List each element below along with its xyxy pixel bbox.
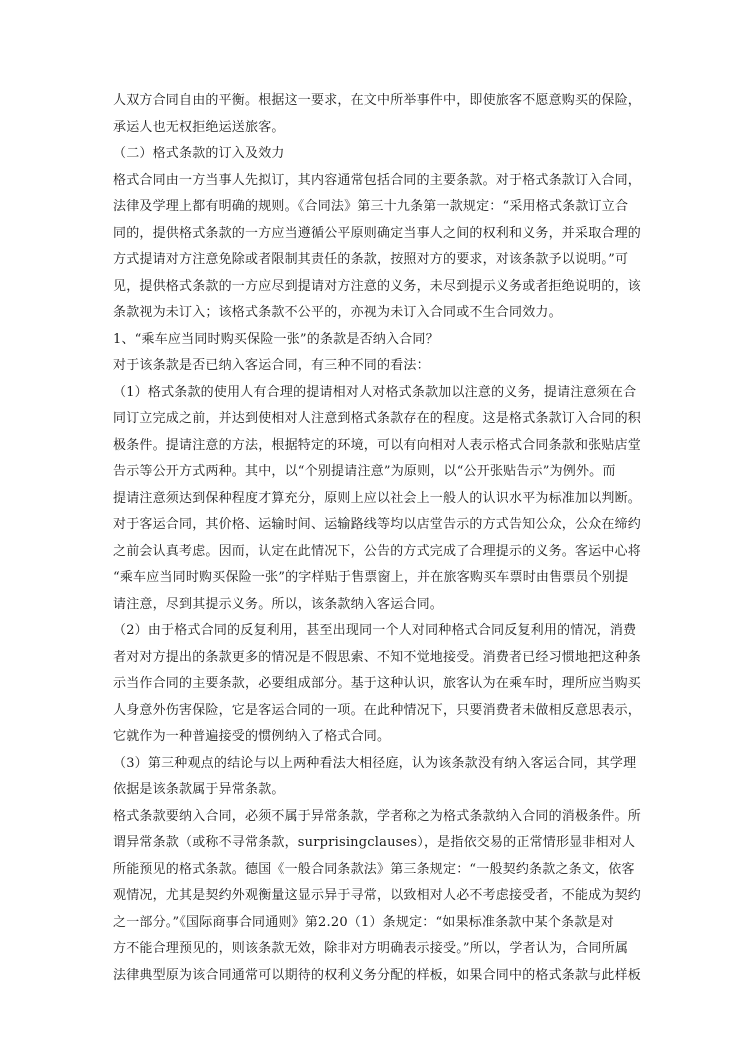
text-line: 它就作为一种普遍接受的惯例纳入了格式合同。 — [113, 729, 391, 744]
text-line: “乘车应当同时购买保险一张”的字样贴于售票窗上，并在旅客购买车票时由售票员个别提 — [113, 570, 629, 585]
text-line: 之一部分。”《国际商事合同通则》第2.20（1）条规定：“如果标准条款中某个条款是对 — [113, 914, 614, 930]
text-line: 格式条款要纳入合同，必须不属于异常条款，学者称之为格式条款纳入合同的消极条件。所 — [113, 808, 642, 824]
text-line: 法律及学理上都有明确的规则。《合同法》第三十九条第一款规定：“采用格式条款订立合 — [113, 199, 629, 214]
text-line: 承运人也无权拒绝运送旅客。 — [113, 119, 285, 135]
text-line: 格式合同由一方当事人先拟订，其内容通常包括合同的主要条款。对于格式条款订入合同， — [113, 172, 642, 188]
text-line: 观情况，尤其是契约外观衡量这显示异于寻常，以致相对人必不考虑接受者，不能成为契约 — [113, 888, 642, 903]
text-line: 对于该条款是否已纳入客运合同，有三种不同的看法： — [113, 358, 430, 373]
text-line: 示当作合同的主要条款，必要组成部分。基于这种认识，旅客认为在乘车时，理所应当购买 — [113, 676, 642, 691]
text-line: （1）格式条款的使用人有合理的提请相对人对格式条款加以注意的义务，提请注意须在合 — [113, 384, 637, 400]
text-line: 人身意外伤害保险，它是客运合同的一项。在此种情况下，只要消费者未做相反意思表示， — [113, 702, 642, 718]
text-line: 极条件。提请注意的方法，根据特定的环境，可以有向相对人表示格式合同条款和张贴店堂 — [113, 437, 642, 453]
text-line: 方不能合理预见的，则该条款无效，除非对方明确表示接受。”所以，学者认为，合同所属 — [113, 941, 629, 956]
text-line: （3）第三种观点的结论与以上两种看法大相径庭，认为该条款没有纳入客运合同，其学理 — [113, 755, 637, 771]
text-line: 法律典型原为该合同通常可以期待的权利义务分配的样板，如果合同中的格式条款与此样板 — [113, 967, 642, 983]
text-line: 依据是该条款属于异常条款。 — [113, 782, 285, 797]
text-line: 同订立完成之前，并达到使相对人注意到格式条款存在的程度。这是格式条款订入合同的积 — [113, 411, 642, 426]
text-line: 提请注意须达到保种程度才算充分，原则上应以社会上一般人的认识水平为标准加以判断。 — [113, 490, 642, 506]
text-line: （2）由于格式合同的反复利用，甚至出现同一个人对同种格式合同反复利用的情况，消费 — [113, 623, 637, 638]
text-line: 告示等公开方式两种。其中，以“个别提请注意”为原则，以“公开张贴告示”为例外。而 — [113, 464, 616, 479]
text-line: 方式提请对方注意免除或者限制其责任的条款，按照对方的要求，对该条款予以说明。”可 — [113, 252, 629, 267]
text-line: 者对对方提出的条款更多的情况是不假思索、不知不觉地接受。消费者已经习惯地把这种条 — [113, 649, 642, 665]
document-body — [113, 88, 642, 989]
text-line: 人双方合同自由的平衡。根据这一要求，在文中所举事件中，即使旅客不愿意购买的保险， — [113, 93, 642, 108]
text-line: 之前会认真考虑。因而，认定在此情况下，公告的方式完成了合理提示的义务。客运中心将 — [113, 543, 642, 559]
section-heading: （二）格式条款的订入及效力 — [113, 146, 285, 161]
subsection-heading: 1、“乘车应当同时购买保险一张”的条款是否纳入合同？ — [113, 331, 439, 347]
text-line: 对于客运合同，其价格、运输时间、运输路线等均以店堂告示的方式告知公众，公众在缔约 — [113, 517, 642, 532]
text-line: 同的，提供格式条款的一方应当遵循公平原则确定当事人之间的权利和义务，并采取合理的 — [113, 225, 642, 241]
text-line: 条款视为未订入；该格式条款不公平的，亦视为未订入合同或不生合同效力。 — [113, 305, 562, 320]
text-line: 见，提供格式条款的一方应尽到提请对方注意的义务，未尽到提示义务或者拒绝说明的，该 — [113, 278, 642, 294]
text-line: 请注意，尽到其提示义务。所以，该条款纳入客运合同。 — [113, 596, 444, 612]
text-line: 所能预见的格式条款。德国《一般合同条款法》第三条规定：“一般契约条款之条文，依客 — [113, 861, 635, 877]
text-line: 谓异常条款（或称不寻常条款，surprisingclauses），是指依交易的正常情形显非相对人 — [113, 835, 636, 850]
